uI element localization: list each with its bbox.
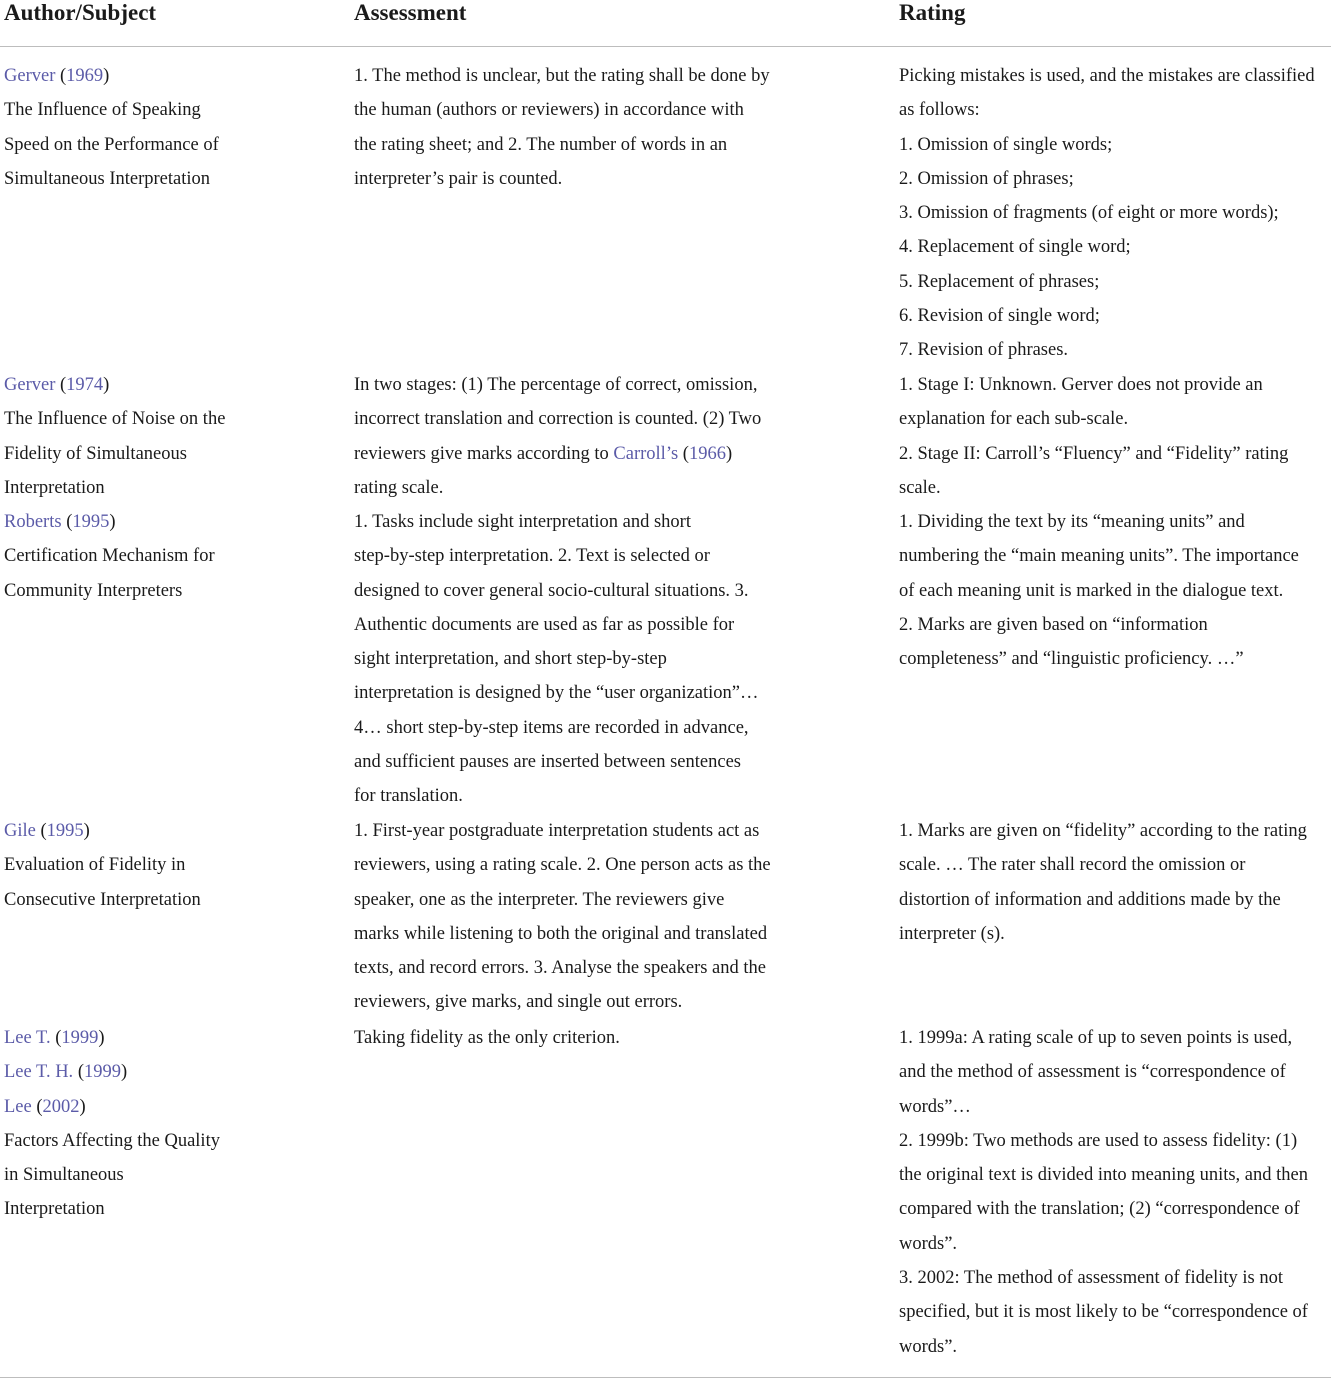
- rating-line: 2. Marks are given based on “information: [899, 614, 1208, 635]
- rating-line: 1. 1999a: A rating scale of up to seven points is used,: [899, 1028, 1293, 1048]
- assessment-line: speaker, one as the interpreter. The reviewers give: [354, 889, 725, 910]
- year-link[interactable]: 1999: [83, 1062, 121, 1083]
- assessment-cell: [354, 59, 794, 196]
- subject-line: Interpretation: [4, 477, 105, 498]
- citation-paren: ): [103, 375, 110, 395]
- assessment-line: marks while listening to both the original and translated: [354, 923, 768, 944]
- rating-line: 4. Replacement of single word;: [899, 237, 1131, 258]
- rating-cell: [899, 505, 1329, 676]
- year-link[interactable]: 1995: [72, 512, 110, 532]
- author-citation: [4, 1055, 334, 1089]
- assessment-line: In two stages: (1) The percentage of correct, omission,: [354, 375, 758, 395]
- assessment-line: 1. Tasks include sight interpretation and short: [354, 512, 691, 532]
- year-link[interactable]: 1974: [66, 375, 104, 395]
- subject-line: The Influence of Noise on the: [4, 409, 226, 430]
- bottom-rule: [0, 1377, 1331, 1378]
- author-citation: [4, 368, 334, 402]
- rating-line: of each meaning unit is marked in the dialogue text.: [899, 580, 1284, 601]
- subject-line: Factors Affecting the Quality: [4, 1130, 220, 1151]
- assessment-line: 1. First-year postgraduate interpretation students act as: [354, 821, 760, 841]
- rating-cell: [899, 59, 1329, 368]
- rating-line: 1. Dividing the text by its “meaning units” and: [899, 512, 1245, 532]
- subject-line: The Influence of Speaking: [4, 100, 201, 121]
- subject-line: Fidelity of Simultaneous: [4, 443, 187, 464]
- citation-paren: (: [35, 821, 47, 841]
- assessment-cell: [354, 1021, 794, 1055]
- assessment-line: Taking fidelity as the only criterion.: [354, 1028, 620, 1048]
- rating-line: and the method of assessment is “correspondence of: [899, 1062, 1286, 1083]
- assessment-line: designed to cover general socio-cultural situations. 3.: [354, 580, 749, 601]
- citation-paren: ): [79, 1096, 86, 1117]
- citation-paren: (: [31, 1096, 43, 1117]
- author-citation: [4, 59, 334, 93]
- header-author-subject: Author/Subject: [4, 0, 157, 25]
- assessment-line: reviewers, give marks, and single out errors.: [354, 992, 683, 1013]
- header-rating: Rating: [899, 0, 966, 25]
- author-citation: [4, 505, 334, 539]
- rating-line: 2. Omission of phrases;: [899, 168, 1074, 189]
- subject-line: Certification Mechanism for: [4, 546, 215, 567]
- author-link[interactable]: Gerver: [4, 66, 56, 86]
- rating-line: compared with the translation; (2) “correspondence of: [899, 1199, 1300, 1220]
- assessment-cell: [354, 814, 794, 1020]
- rating-line: 3. Omission of fragments (of eight or more words);: [899, 203, 1279, 224]
- assessment-line: the human (authors or reviewers) in accordance with: [354, 100, 744, 121]
- author-link[interactable]: Lee T. H.: [4, 1062, 74, 1083]
- rating-line: 7. Revision of phrases.: [899, 340, 1069, 361]
- author-link[interactable]: Gile: [4, 821, 36, 841]
- citation-paren: ): [98, 1028, 105, 1048]
- author-citation: [4, 1021, 334, 1055]
- assessment-line: texts, and record errors. 3. Analyse the speakers and the: [354, 958, 766, 979]
- rating-line: as follows:: [899, 100, 980, 121]
- citation-paren: ): [120, 1062, 128, 1083]
- rating-line: 1. Omission of single words;: [899, 134, 1113, 155]
- rating-line: interpreter (s).: [899, 923, 1005, 944]
- citation-paren: ): [109, 512, 116, 532]
- reference-link[interactable]: Carroll’s: [613, 443, 679, 464]
- rating-cell: [899, 814, 1329, 951]
- assessment-line: step-by-step interpretation. 2. Text is selected or: [354, 546, 710, 567]
- year-link[interactable]: 1999: [61, 1028, 99, 1048]
- assessment-line: 1. The method is unclear, but the rating shall be done by: [354, 66, 770, 86]
- year-link[interactable]: 1995: [46, 821, 84, 841]
- assessment-line: 4… short step-by-step items are recorded in advance,: [354, 717, 749, 738]
- header-assessment: Assessment: [354, 0, 467, 25]
- assessment-line: for translation.: [354, 786, 463, 807]
- rating-line: 1. Stage I: Unknown. Gerver does not provide an: [899, 375, 1263, 395]
- author-subject-cell: [4, 814, 334, 917]
- citation-paren: (: [55, 375, 67, 395]
- rating-line: 5. Replacement of phrases;: [899, 271, 1100, 292]
- author-subject-cell: [4, 59, 334, 196]
- rating-line: 2. 1999b: Two methods are used to assess fidelity: (1): [899, 1130, 1298, 1151]
- rating-line: words”.: [899, 1233, 958, 1254]
- subject-line: Speed on the Performance of: [4, 134, 219, 155]
- author-link[interactable]: Lee T.: [4, 1028, 51, 1048]
- assessment-line: Authentic documents are used as far as possible for: [354, 614, 735, 635]
- assessment-line: interpretation is designed by the “user organization”…: [354, 683, 759, 704]
- author-citation: [4, 1090, 334, 1124]
- author-subject-cell: [4, 1021, 334, 1227]
- subject-line: in Simultaneous: [4, 1165, 124, 1186]
- assessment-cell: [354, 505, 794, 814]
- rating-cell: [899, 368, 1329, 505]
- rating-line: numbering the “main meaning units”. The importance: [899, 546, 1299, 567]
- assessment-line: the rating sheet; and 2. The number of words in an: [354, 134, 728, 155]
- rating-line: the original text is divided into meaning units, and then: [899, 1165, 1308, 1186]
- citation-paren: (: [55, 66, 67, 86]
- rating-line: specified, but it is most likely to be “correspondence of: [899, 1302, 1308, 1323]
- citation-paren: (: [73, 1062, 84, 1083]
- rating-line: 6. Revision of single word;: [899, 306, 1100, 327]
- assessment-line: reviewers give marks according to Carroll’s (1966): [354, 443, 733, 464]
- rating-line: words”…: [899, 1096, 971, 1117]
- rating-line: scale. … The rater shall record the omission or: [899, 855, 1246, 876]
- year-link[interactable]: 1969: [66, 66, 104, 86]
- rating-line: 3. 2002: The method of assessment of fidelity is not: [899, 1268, 1284, 1289]
- assessment-cell: [354, 368, 794, 505]
- assessment-line: rating scale.: [354, 477, 444, 498]
- rating-line: words”.: [899, 1336, 958, 1357]
- author-subject-cell: [4, 368, 334, 505]
- rating-cell: [899, 1021, 1329, 1364]
- citation-paren: (: [61, 512, 73, 532]
- year-link[interactable]: 2002: [42, 1096, 80, 1117]
- assessment-line: sight interpretation, and short step-by-step: [354, 649, 667, 670]
- rating-line: 2. Stage II: Carroll’s “Fluency” and “Fidelity” rating: [899, 443, 1289, 464]
- citation-paren: ): [83, 821, 90, 841]
- subject-line: Consecutive Interpretation: [4, 889, 201, 910]
- assessment-line: interpreter’s pair is counted.: [354, 168, 563, 189]
- rating-line: Picking mistakes is used, and the mistakes are classified: [899, 66, 1315, 86]
- rating-line: explanation for each sub-scale.: [899, 409, 1129, 430]
- citation-paren: ): [103, 66, 110, 86]
- subject-line: Interpretation: [4, 1199, 105, 1220]
- table-header: [0, 0, 1331, 47]
- rating-line: 1. Marks are given on “fidelity” according to the rating: [899, 821, 1307, 841]
- author-link[interactable]: Gerver: [4, 375, 56, 395]
- assessment-line: and sufficient pauses are inserted between sentences: [354, 752, 741, 773]
- rating-line: completeness” and “linguistic proficiency. …”: [899, 649, 1244, 670]
- citation-paren: (: [50, 1028, 62, 1048]
- author-link[interactable]: Lee: [4, 1096, 32, 1117]
- author-subject-cell: [4, 505, 334, 608]
- rating-line: scale.: [899, 477, 941, 498]
- subject-line: Evaluation of Fidelity in: [4, 855, 186, 876]
- author-link[interactable]: Roberts: [4, 512, 62, 532]
- assessment-line: incorrect translation and correction is counted. (2) Two: [354, 409, 762, 430]
- reference-link[interactable]: 1966: [688, 443, 726, 464]
- author-citation: [4, 814, 334, 848]
- assessment-line: reviewers, using a rating scale. 2. One person acts as the: [354, 855, 771, 876]
- subject-line: Community Interpreters: [4, 580, 183, 601]
- subject-line: Simultaneous Interpretation: [4, 168, 211, 189]
- rating-line: distortion of information and additions made by the: [899, 889, 1281, 910]
